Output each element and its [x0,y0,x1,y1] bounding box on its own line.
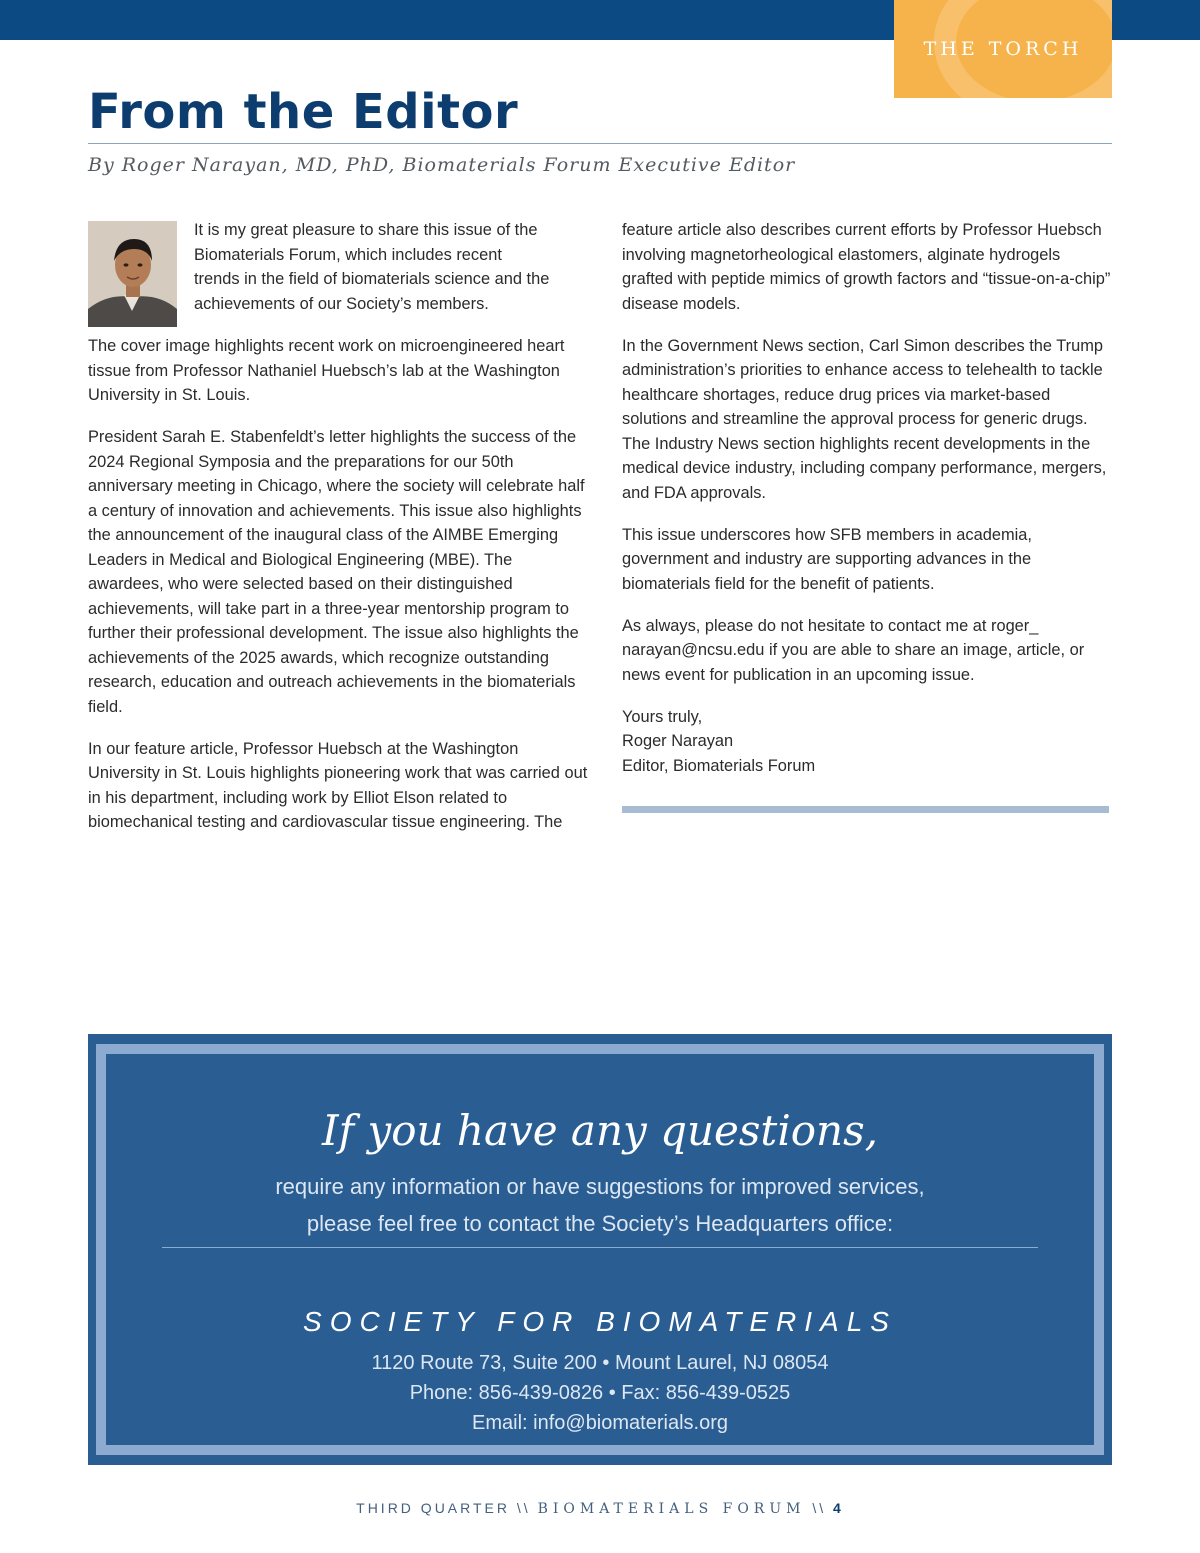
contact-subtext-line: please feel free to contact the Society’s Headquarters office: [306,1211,894,1236]
intro-line: trends in the field of biomaterials science and the [194,270,550,288]
title-divider [88,143,1112,144]
paragraph-feature-continued: feature article also describes current efforts by Professor Huebsch involving magnetorheological elastomers, alginate hydrogels grafted with peptide mimics of growth factors and “tissue-on-a-chip” disease models. [622,221,1111,313]
contact-box-inner [106,1054,1094,1445]
paragraph-government-news: In the Government News section, Carl Simon describes the Trump administration’s priorities to enhance access to telehealth to tackle healthcare shortages, reduce drug prices via market-based solutions and streamline the approval process for generic drugs. The Industry News section highlights recent developments in the medical device industry, including company performance, mergers, and FDA approvals. [622,336,1107,502]
phone-fax: Phone: 856-439-0826 • Fax: 856-439-0525 [409,1382,791,1404]
email: Email: info@biomaterials.org [472,1412,728,1434]
page-title: From the Editor [88,84,519,140]
contact-box-frame [96,1044,1104,1455]
left-column [88,334,588,852]
society-name: SOCIETY FOR BIOMATERIALS [303,1306,897,1337]
page-footer [0,1500,1200,1517]
contact-box [88,1034,1112,1465]
signoff-line: Editor, Biomaterials Forum [622,756,816,775]
intro-line: It is my great pleasure to share this issue of the [194,221,538,239]
paragraph-president-letter: President Sarah E. Stabenfeldt’s letter highlights the success of the 2024 Regional Symposia and the preparations for our 50th anniversary meeting in Chicago, where the society will celebrate half a century of innovation and achievements. This issue also highlights the announcement of the inaugural class of the AIMBE Emerging Leaders in Medical and Biological Engineering (MBE). The awardees, who were selected based on their distinguished achievements, will take part in a three-year mentorship program to further their professional development. The issue also highlights the achievements of the 2025 awards, which recognize outstanding research, education and outreach achievements in the biomaterials field. [88,428,585,716]
contact-details [106,1348,1094,1438]
byline: By Roger Narayan, MD, PhD, Biomaterials Forum Executive Editor [88,154,796,176]
footer-quarter: THIRD QUARTER \\ [356,1500,531,1516]
section-tab [894,0,1112,98]
address: 1120 Route 73, Suite 200 • Mount Laurel, NJ 08054 [371,1352,829,1374]
footer-separator: \\ [812,1500,827,1516]
section-tab-label: THE TORCH [923,38,1083,60]
paragraph-cover-image: The cover image highlights recent work on microengineered heart tissue from Professor Nathaniel Huebsch’s lab at the Washington University in St. Louis. [88,337,565,404]
author-photo [88,221,177,327]
right-column [622,218,1114,796]
contact-subtext [106,1168,1094,1242]
intro-paragraph [194,218,584,334]
intro-line: achievements of our Society’s members. [194,294,489,313]
author-portrait-image [88,221,177,327]
signoff-line: Roger Narayan [622,732,734,750]
contact-divider [162,1247,1038,1248]
signoff [622,705,1114,779]
paragraph-contact-editor: As always, please do not hesitate to contact me at roger_ narayan@ncsu.edu if you are able to share an image, article, or news event for publication in an upcoming issue. [622,616,1085,684]
intro-line: Biomaterials Forum, which includes recent [194,245,502,264]
contact-heading: If you have any questions, [322,1106,878,1155]
contact-subtext-line: require any information or have suggestions for improved services, [275,1174,925,1199]
column-end-rule [622,806,1109,813]
paragraph-feature-article: In our feature article, Professor Huebsch at the Washington University in St. Louis highlights pioneering work that was carried out in his department, including work by Elliot Elson related to biomechanical testing and cardiovascular tissue engineering. The [88,739,588,831]
footer-publication: BIOMATERIALS FORUM [537,1501,806,1517]
page-number: 4 [833,1500,844,1516]
paragraph-sfb-members: This issue underscores how SFB members in academia, government and industry are supporting advances in the biomaterials field for the benefit of patients. [622,525,1032,593]
signoff-line: Yours truly, [622,707,703,726]
